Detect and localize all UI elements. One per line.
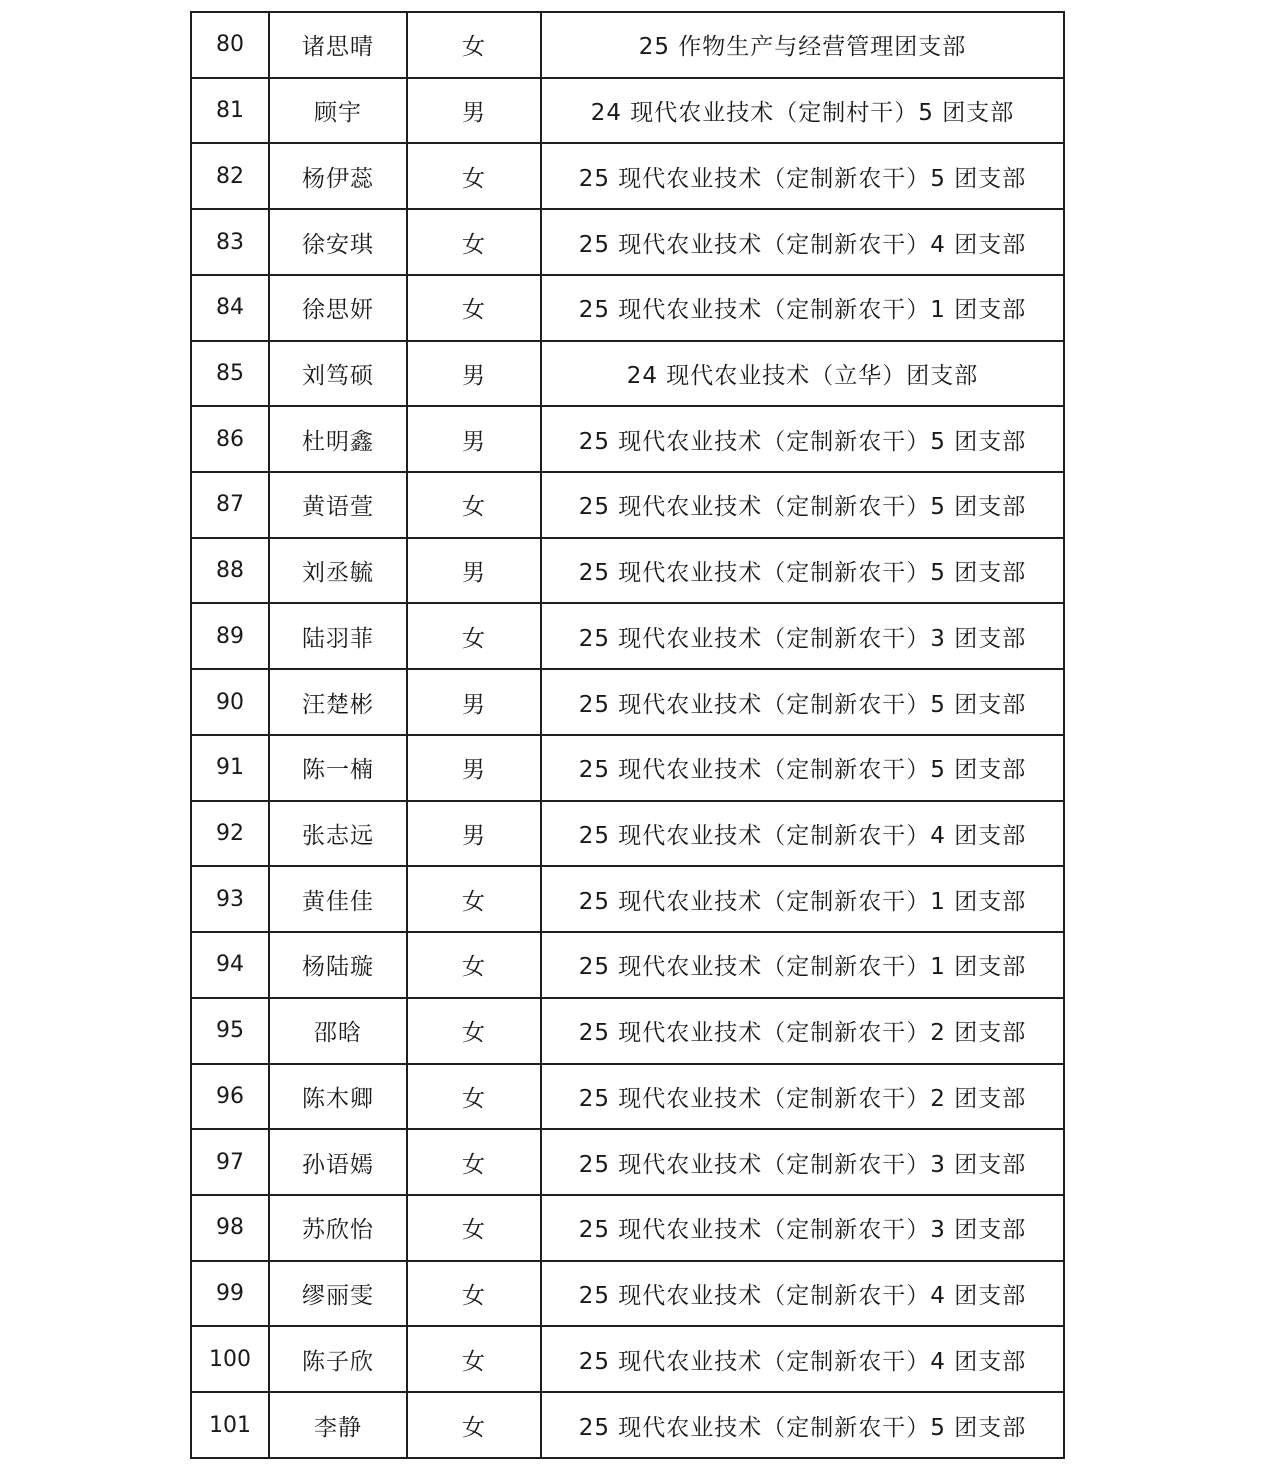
league-branch-cell: 25 现代农业技术（定制新农干）3 团支部: [541, 1129, 1064, 1195]
member-name-cell: 孙语嫣: [269, 1129, 407, 1195]
row-number-cell: 89: [191, 603, 269, 669]
gender-cell: 女: [407, 1392, 541, 1458]
gender-cell: 男: [407, 406, 541, 472]
league-branch-cell: 25 现代农业技术（定制新农干）4 团支部: [541, 801, 1064, 867]
table-row: [191, 735, 1064, 801]
gender-cell: 女: [407, 998, 541, 1064]
member-name-cell: 杨伊蕊: [269, 143, 407, 209]
row-number-cell: 93: [191, 866, 269, 932]
member-name-cell: 黄语萱: [269, 472, 407, 538]
league-branch-cell: 25 现代农业技术（定制新农干）5 团支部: [541, 735, 1064, 801]
gender-cell: 男: [407, 735, 541, 801]
table-row: [191, 603, 1064, 669]
member-name-cell: 李静: [269, 1392, 407, 1458]
member-name-cell: 顾宇: [269, 78, 407, 144]
member-name-cell: 诸思晴: [269, 12, 407, 78]
row-number-cell: 96: [191, 1064, 269, 1130]
league-branch-cell: 25 作物生产与经营管理团支部: [541, 12, 1064, 78]
table-row: [191, 1129, 1064, 1195]
gender-cell: 男: [407, 801, 541, 867]
row-number-cell: 97: [191, 1129, 269, 1195]
member-name-cell: 徐安琪: [269, 209, 407, 275]
row-number-cell: 83: [191, 209, 269, 275]
member-name-cell: 徐思妍: [269, 275, 407, 341]
row-number-cell: 99: [191, 1261, 269, 1327]
league-branch-cell: 25 现代农业技术（定制新农干）4 团支部: [541, 1326, 1064, 1392]
table-row: [191, 143, 1064, 209]
member-name-cell: 陈一楠: [269, 735, 407, 801]
row-number-cell: 94: [191, 932, 269, 998]
roster-table: [190, 11, 1065, 1459]
gender-cell: 女: [407, 472, 541, 538]
league-branch-cell: 25 现代农业技术（定制新农干）5 团支部: [541, 538, 1064, 604]
gender-cell: 女: [407, 1195, 541, 1261]
member-name-cell: 刘丞毓: [269, 538, 407, 604]
member-name-cell: 陈木卿: [269, 1064, 407, 1130]
league-branch-cell: 25 现代农业技术（定制新农干）5 团支部: [541, 472, 1064, 538]
table-row: [191, 998, 1064, 1064]
league-branch-cell: 25 现代农业技术（定制新农干）3 团支部: [541, 603, 1064, 669]
league-branch-cell: 25 现代农业技术（定制新农干）5 团支部: [541, 143, 1064, 209]
row-number-cell: 88: [191, 538, 269, 604]
table-row: [191, 341, 1064, 407]
table-row: [191, 932, 1064, 998]
gender-cell: 男: [407, 78, 541, 144]
roster-table-body: [191, 12, 1064, 1458]
row-number-cell: 98: [191, 1195, 269, 1261]
member-name-cell: 苏欣怡: [269, 1195, 407, 1261]
table-row: [191, 1261, 1064, 1327]
table-row: [191, 12, 1064, 78]
gender-cell: 女: [407, 275, 541, 341]
row-number-cell: 86: [191, 406, 269, 472]
row-number-cell: 85: [191, 341, 269, 407]
row-number-cell: 90: [191, 669, 269, 735]
league-branch-cell: 25 现代农业技术（定制新农干）1 团支部: [541, 932, 1064, 998]
gender-cell: 女: [407, 12, 541, 78]
member-name-cell: 陈子欣: [269, 1326, 407, 1392]
row-number-cell: 82: [191, 143, 269, 209]
member-name-cell: 邵晗: [269, 998, 407, 1064]
table-row: [191, 78, 1064, 144]
row-number-cell: 91: [191, 735, 269, 801]
gender-cell: 女: [407, 932, 541, 998]
table-row: [191, 538, 1064, 604]
gender-cell: 男: [407, 341, 541, 407]
gender-cell: 女: [407, 866, 541, 932]
row-number-cell: 87: [191, 472, 269, 538]
row-number-cell: 84: [191, 275, 269, 341]
member-name-cell: 张志远: [269, 801, 407, 867]
gender-cell: 男: [407, 538, 541, 604]
league-branch-cell: 25 现代农业技术（定制新农干）4 团支部: [541, 209, 1064, 275]
table-row: [191, 209, 1064, 275]
league-branch-cell: 25 现代农业技术（定制新农干）2 团支部: [541, 998, 1064, 1064]
table-row: [191, 472, 1064, 538]
league-branch-cell: 25 现代农业技术（定制新农干）3 团支部: [541, 1195, 1064, 1261]
table-row: [191, 669, 1064, 735]
table-row: [191, 801, 1064, 867]
row-number-cell: 92: [191, 801, 269, 867]
league-branch-cell: 25 现代农业技术（定制新农干）5 团支部: [541, 1392, 1064, 1458]
league-branch-cell: 25 现代农业技术（定制新农干）1 团支部: [541, 866, 1064, 932]
member-name-cell: 刘笃硕: [269, 341, 407, 407]
table-row: [191, 1392, 1064, 1458]
league-branch-cell: 24 现代农业技术（定制村干）5 团支部: [541, 78, 1064, 144]
row-number-cell: 80: [191, 12, 269, 78]
gender-cell: 女: [407, 1129, 541, 1195]
member-name-cell: 杨陆璇: [269, 932, 407, 998]
row-number-cell: 95: [191, 998, 269, 1064]
member-name-cell: 黄佳佳: [269, 866, 407, 932]
gender-cell: 女: [407, 143, 541, 209]
table-row: [191, 1064, 1064, 1130]
row-number-cell: 101: [191, 1392, 269, 1458]
member-name-cell: 杜明鑫: [269, 406, 407, 472]
gender-cell: 女: [407, 1064, 541, 1130]
gender-cell: 女: [407, 209, 541, 275]
gender-cell: 女: [407, 1261, 541, 1327]
row-number-cell: 81: [191, 78, 269, 144]
member-name-cell: 缪丽雯: [269, 1261, 407, 1327]
member-name-cell: 汪楚彬: [269, 669, 407, 735]
league-branch-cell: 25 现代农业技术（定制新农干）5 团支部: [541, 406, 1064, 472]
table-row: [191, 866, 1064, 932]
member-name-cell: 陆羽菲: [269, 603, 407, 669]
table-row: [191, 406, 1064, 472]
row-number-cell: 100: [191, 1326, 269, 1392]
gender-cell: 女: [407, 1326, 541, 1392]
league-branch-cell: 24 现代农业技术（立华）团支部: [541, 341, 1064, 407]
league-branch-cell: 25 现代农业技术（定制新农干）1 团支部: [541, 275, 1064, 341]
table-row: [191, 1326, 1064, 1392]
league-branch-cell: 25 现代农业技术（定制新农干）5 团支部: [541, 669, 1064, 735]
gender-cell: 女: [407, 603, 541, 669]
league-branch-cell: 25 现代农业技术（定制新农干）2 团支部: [541, 1064, 1064, 1130]
roster-sheet: [190, 11, 1065, 1459]
league-branch-cell: 25 现代农业技术（定制新农干）4 团支部: [541, 1261, 1064, 1327]
gender-cell: 男: [407, 669, 541, 735]
table-row: [191, 1195, 1064, 1261]
table-row: [191, 275, 1064, 341]
